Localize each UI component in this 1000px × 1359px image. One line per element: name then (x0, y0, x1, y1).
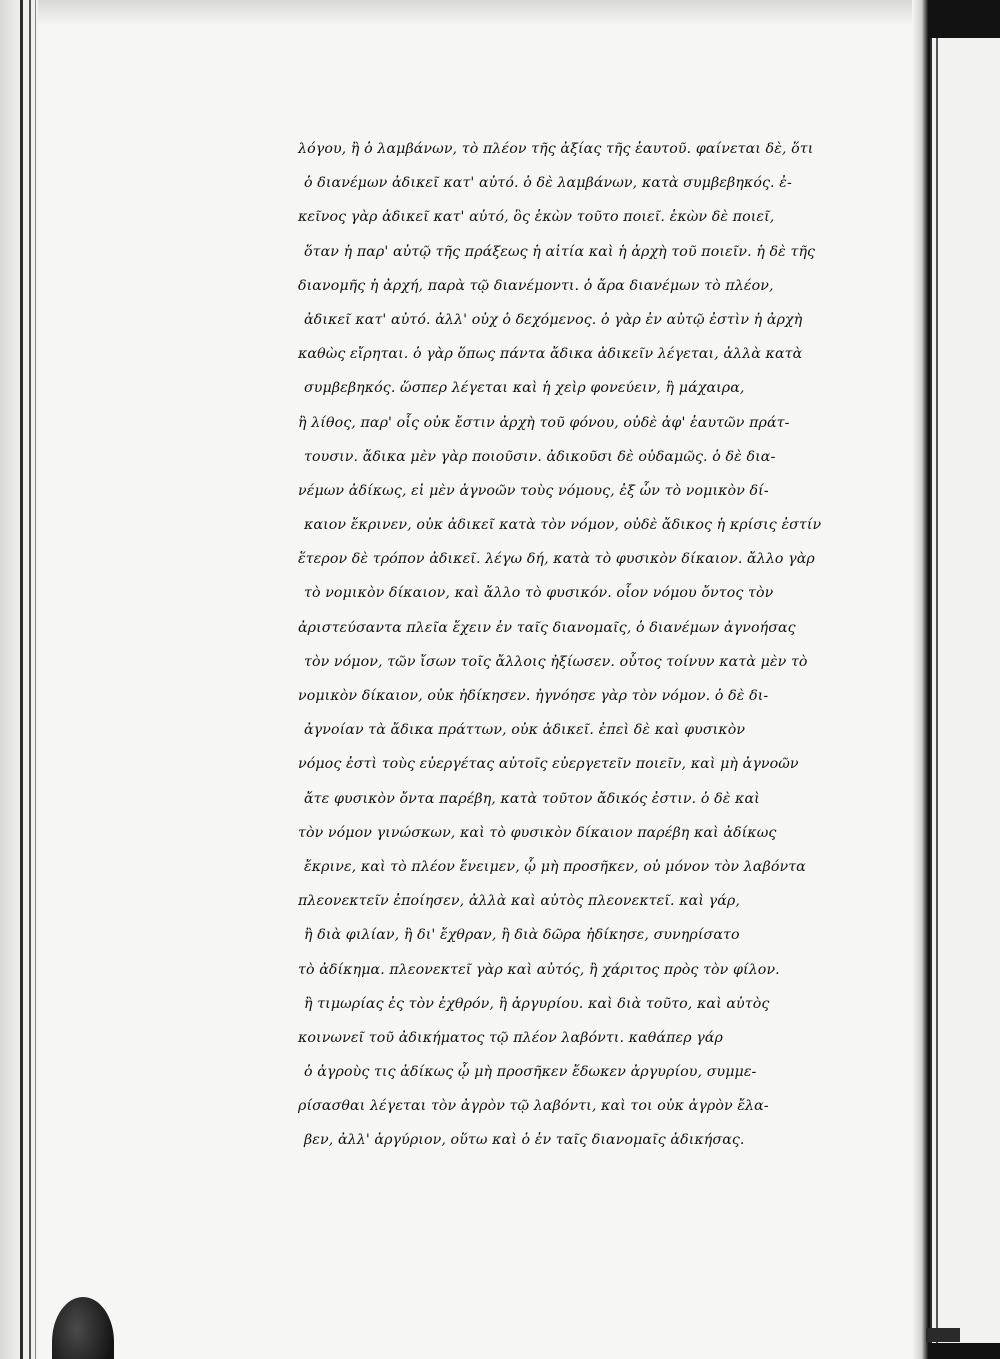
scanner-thumb (52, 1297, 114, 1359)
text-line: καιον ἔκρινεν, οὐκ ἀδικεῖ κατὰ τὸν νόμον, οὐδὲ ἄδικος ἡ κρίσις ἐστίν (304, 517, 822, 534)
text-line: τὸν νόμον γινώσκων, καὶ τὸ φυσικὸν δίκαιον παρέβη καὶ ἀδίκως (298, 824, 777, 841)
page-edge-line (29, 0, 31, 1359)
text-line: νέμων ἀδίκως, εἰ μὲν ἀγνοῶν τοὺς νόμους, ἐξ ὧν τὸ νομικὸν δί- (298, 482, 769, 499)
text-line: κοινωνεῖ τοῦ ἀδικήματος τῷ πλέον λαβόντι. καθάπερ γάρ (298, 1029, 723, 1046)
text-line: ἢ διὰ φιλίαν, ἢ δι' ἔχθραν, ἢ διὰ δῶρα ἠδίκησε, συνηρίσατο (304, 927, 740, 944)
text-line: ἀγνοίαν τὰ ἄδικα πράττων, οὐκ ἀδικεῖ. ἐπεὶ δὲ καὶ φυσικὸν (304, 722, 746, 739)
text-line: πλεονεκτεῖν ἐποίησεν, ἀλλὰ καὶ αὐτὸς πλεονεκτεῖ. καὶ γάρ, (298, 893, 740, 910)
text-line: ἕτερον δὲ τρόπον ἀδικεῖ. λέγω δή, κατὰ τὸ φυσικὸν δίκαιον. ἄλλο γὰρ (298, 551, 815, 568)
page-fold (912, 0, 928, 1359)
page-edge-line (35, 0, 36, 1359)
text-line: ρίσασθαι λέγεται τὸν ἀγρὸν τῷ λαβόντι, καὶ τοι οὐκ ἀγρὸν ἔλα- (298, 1098, 769, 1115)
text-line: τὸ ἀδίκημα. πλεονεκτεῖ γὰρ καὶ αὐτός, ἢ χάριτος πρὸς τὸν φίλον. (298, 961, 780, 978)
binding-gutter (0, 0, 38, 1359)
text-line: ἀδικεῖ κατ' αὐτό. ἀλλ' οὐχ ὁ δεχόμενος. ὁ γὰρ ἐν αὐτῷ ἐστὶν ἡ ἀρχὴ (304, 311, 803, 328)
text-line: ἀριστεύσαντα πλεῖα ἔχειν ἐν ταῖς διανομαῖς, ὁ διανέμων ἀγνοήσας (298, 619, 796, 636)
text-line: τὸ νομικὸν δίκαιον, καὶ ἄλλο τὸ φυσικόν. οἷον νόμου ὄντος τὸν (304, 585, 774, 602)
text-line: κεῖνος γὰρ ἀδικεῖ κατ' αὐτό, ὃς ἑκὼν τοῦτο ποιεῖ. ἑκὼν δὲ ποιεῖ, (298, 209, 775, 226)
text-line: ἢ τιμωρίας ἐς τὸν ἐχθρόν, ἢ ἀργυρίου. καὶ διὰ τοῦτο, καὶ αὐτὸς (304, 995, 770, 1012)
text-line: νομικὸν δίκαιον, οὐκ ἠδίκησεν. ἠγνόησε γὰρ τὸν νόμον. ὁ δὲ δι- (298, 688, 769, 704)
text-line: τὸν νόμον, τῶν ἴσων τοῖς ἄλλοις ἠξίωσεν. οὗτος τοίνυν κατὰ μὲν τὸ (304, 653, 808, 670)
text-line: ὁ ἀγροὺς τις ἀδίκως ᾧ μὴ προσῆκεν ἔδωκεν ἀργυρίου, συμμε- (304, 1064, 757, 1081)
next-leaf-line (936, 38, 938, 1343)
text-line: συμβεβηκός. ὥσπερ λέγεται καὶ ἡ χεὶρ φονεύειν, ἢ μάχαιρα, (304, 380, 745, 397)
text-line: νόμος ἐστὶ τοὺς εὐεργέτας αὐτοῖς εὐεργετεῖν ποιεῖν, καὶ μὴ ἀγνοῶν (298, 756, 799, 773)
text-line: διανομῆς ἡ ἀρχή, παρὰ τῷ διανέμοντι. ὁ ἄρα διανέμων τὸ πλέον, (298, 277, 774, 294)
page-edge-line (20, 0, 23, 1359)
text-line: ὁ διανέμων ἀδικεῖ κατ' αὐτό. ὁ δὲ λαμβάνων, κατὰ συμβεβηκός. ἐ- (304, 175, 792, 192)
text-line: βεν, ἀλλ' ἀργύριον, οὕτω καὶ ὁ ἐν ταῖς διανομαῖς ἀδικήσας. (304, 1132, 745, 1149)
next-leaf-edge (930, 38, 1000, 1343)
text-line: ὅταν ἡ παρ' αὐτῷ τῆς πράξεως ἡ αἰτία καὶ ἡ ἀρχὴ τοῦ ποιεῖν. ἡ δὲ τῆς (304, 243, 816, 260)
page-top-shadow (38, 0, 918, 26)
text-line: ἄτε φυσικὸν ὄντα παρέβη, κατὰ τοῦτον ἄδικός ἐστιν. ὁ δὲ καὶ (304, 790, 760, 807)
corner-tab (926, 1328, 960, 1342)
text-line: λόγου, ἢ ὁ λαμβάνων, τὸ πλέον τῆς ἀξίας τῆς ἑαυτοῦ. φαίνεται δὲ, ὅτι (298, 141, 814, 157)
manuscript-text (298, 132, 868, 1158)
text-line: τουσιν. ἄδικα μὲν γὰρ ποιοῦσιν. ἀδικοῦσι δὲ οὐδαμῶς. ὁ δὲ δια- (304, 448, 776, 465)
text-line: καθὼς εἴρηται. ὁ γὰρ ὅπως πάντα ἄδικα ἀδικεῖν λέγεται, ἀλλὰ κατὰ (298, 346, 803, 363)
text-line: ἢ λίθος, παρ' οἷς οὐκ ἔστιν ἀρχὴ τοῦ φόνου, οὐδὲ ἀφ' ἑαυτῶν πράτ- (298, 414, 790, 431)
text-line: ἔκρινε, καὶ τὸ πλέον ἔνειμεν, ᾧ μὴ προσῆκεν, οὐ μόνον τὸν λαβόντα (304, 858, 806, 875)
